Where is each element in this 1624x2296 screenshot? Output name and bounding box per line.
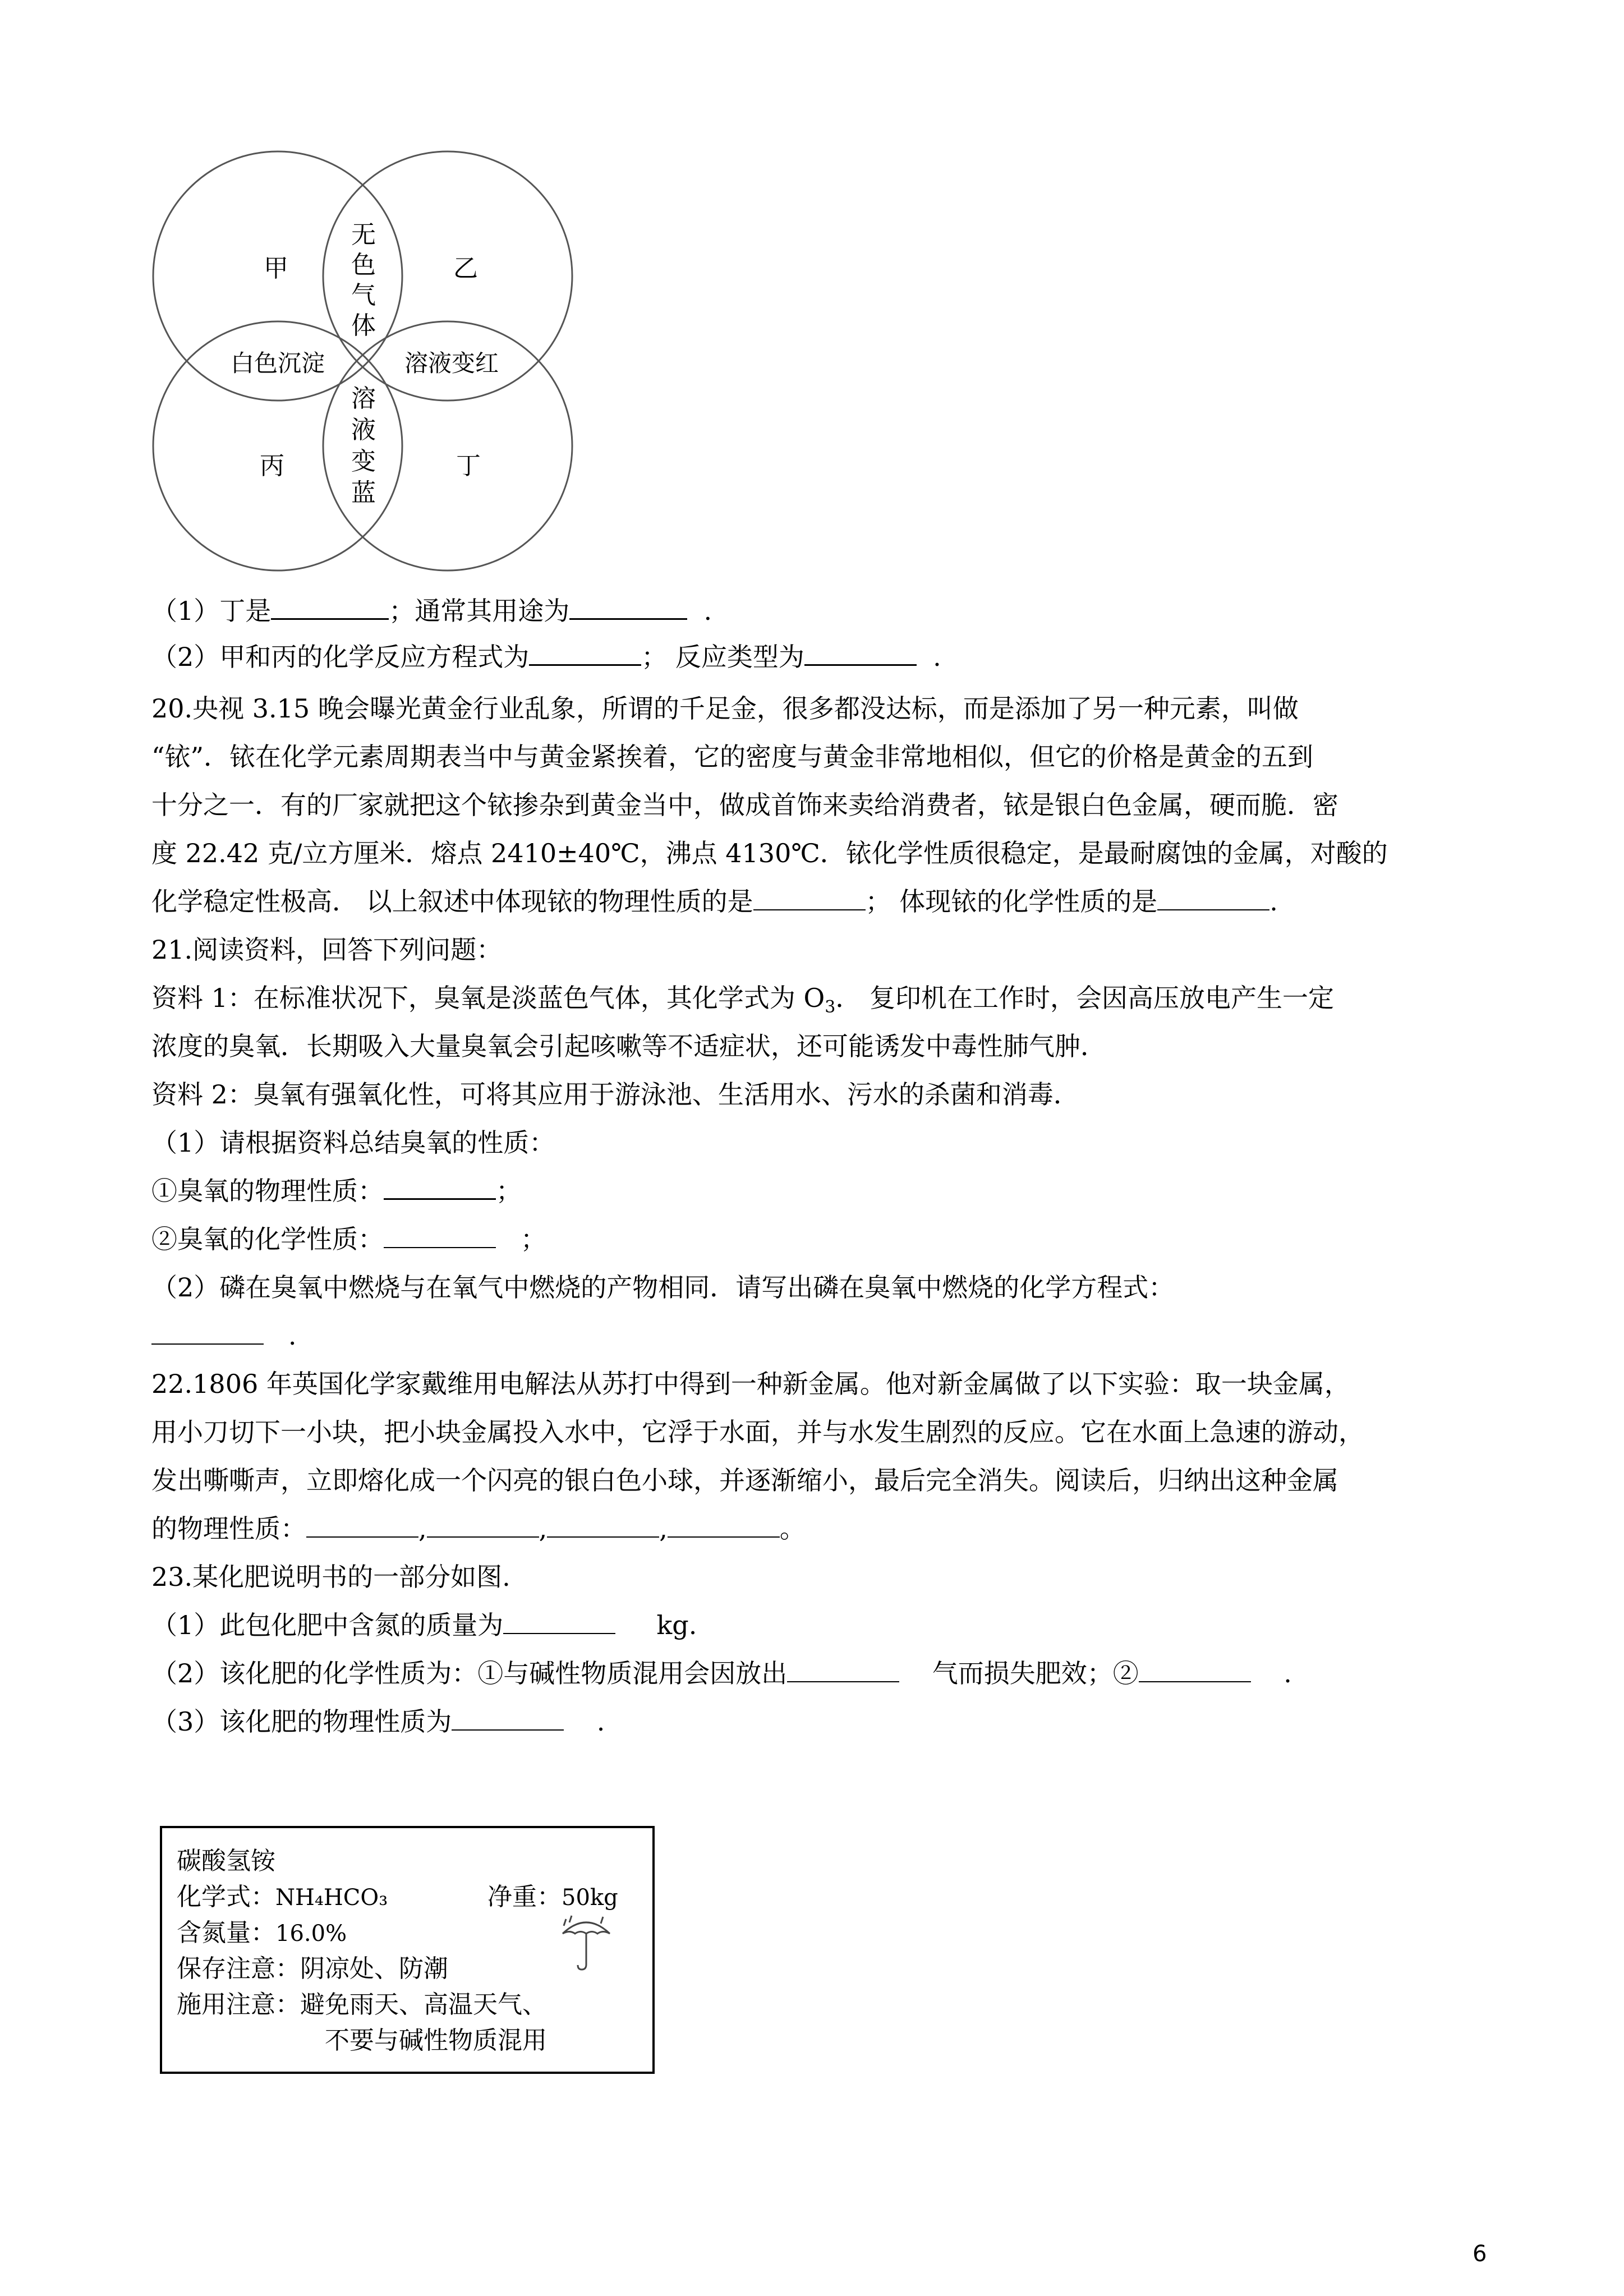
label-bottom-overlap-1: 溶 xyxy=(351,384,376,413)
label-bottom-overlap-3: 变 xyxy=(351,447,376,476)
q21-line-2: 资料 1：在标准状况下，臭氧是淡蓝色气体，其化学式为 $O_3$． 复印机在工作时，会因高压放电产生一定 xyxy=(151,983,1334,1018)
label-top-overlap-3: 气 xyxy=(351,281,376,310)
answer-blank[interactable] xyxy=(804,642,917,666)
label-left-overlap: 白色沉淀 xyxy=(230,349,325,377)
label-ding: 丁 xyxy=(456,452,481,480)
answer-blank[interactable] xyxy=(452,1707,564,1731)
answer-blank[interactable] xyxy=(384,1176,496,1200)
label-storage: 保存注意：阴凉处、防潮 xyxy=(177,1954,448,1983)
q20-line-5: 化学稳定性极高． 以上叙述中体现铱的物理性质的是 ； 体现铱的化学性质的是 . xyxy=(151,886,1278,917)
label-bottom-overlap-4: 蓝 xyxy=(351,478,376,507)
label-title: 碳酸氢铵 xyxy=(177,1847,275,1875)
label-bing: 丙 xyxy=(260,452,284,480)
answer-blank[interactable] xyxy=(384,1225,496,1248)
label-right-overlap: 溶液变红 xyxy=(404,349,499,377)
answer-blank[interactable] xyxy=(547,1514,659,1538)
label-top-overlap-2: 色 xyxy=(351,251,376,279)
q21-line-4: 资料 2：臭氧有强氧化性，可将其应用于游泳池、生活用水、污水的杀菌和消毒． xyxy=(151,1079,1079,1110)
label-weight: 净重：50kg xyxy=(487,1883,618,1911)
fertilizer-label xyxy=(160,1826,655,2074)
answer-blank[interactable] xyxy=(427,1514,539,1538)
q21-line-1: 21.阅读资料，回答下列问题： xyxy=(151,935,503,965)
answer-blank[interactable] xyxy=(569,596,687,620)
q21-line-3: 浓度的臭氧．长期吸入大量臭氧会引起咳嗽等不适症状，还可能诱发中毒性肺气肿． xyxy=(151,1031,1106,1061)
q23-part3: （3）该化肥的物理性质为 . xyxy=(151,1706,605,1737)
label-formula: 化学式：NH₄HCO₃ xyxy=(177,1883,388,1911)
q22-line-4: 的物理性质： , , , 。 xyxy=(151,1513,806,1544)
answer-blank[interactable] xyxy=(1157,887,1269,910)
q22-line-3: 发出嘶嘶声，立即熔化成一个闪亮的银白色小球，并逐渐缩小，最后完全消失。阅读后，归纳出这种金属 xyxy=(151,1465,1338,1496)
answer-blank[interactable] xyxy=(503,1611,615,1634)
label-usage-2: 不要与碱性物质混用 xyxy=(325,2026,547,2055)
answer-blank[interactable] xyxy=(787,1659,899,1682)
q20-line-4: 度 22.42 克/立方厘米．熔点 2410±40℃，沸点 4130℃．铱化学性质很稳定，是最耐腐蚀的金属，对酸的 xyxy=(151,838,1388,868)
answer-blank[interactable] xyxy=(668,1514,780,1538)
answer-blank[interactable] xyxy=(271,596,389,620)
q23-line-1: 23.某化肥说明书的一部分如图. xyxy=(151,1562,510,1592)
answer-blank[interactable] xyxy=(306,1514,418,1538)
label-top-overlap-1: 无 xyxy=(351,220,376,249)
q21-line-5: （1）请根据资料总结臭氧的性质： xyxy=(151,1128,555,1158)
label-bottom-overlap-2: 液 xyxy=(351,416,376,444)
answer-blank[interactable] xyxy=(529,642,641,666)
q19-part1: （1）丁是 ；通常其用途为 . xyxy=(151,596,712,626)
label-jia: 甲 xyxy=(264,254,288,283)
q20-line-1: 20.央视 3.15 晚会曝光黄金行业乱象，所谓的千足金，很多都没达标，而是添加了另一种元素，叫做 xyxy=(151,693,1299,724)
q19-part2: （2）甲和丙的化学反应方程式为 ； 反应类型为 . xyxy=(151,642,941,672)
q23-part1: （1）此包化肥中含氮的质量为 kg. xyxy=(151,1610,697,1640)
label-usage-1: 施用注意：避免雨天、高温天气、 xyxy=(177,1990,547,2019)
page-number: 6 xyxy=(1473,2241,1487,2267)
label-yi: 乙 xyxy=(453,254,478,283)
answer-blank[interactable] xyxy=(753,887,866,910)
answer-blank[interactable] xyxy=(1139,1659,1251,1682)
q21-line-9: . xyxy=(151,1318,297,1353)
q20-line-3: 十分之一．有的厂家就把这个铱掺杂到黄金当中，做成首饰来卖给消费者，铱是银白色金属，硬而脆．密 xyxy=(151,790,1338,820)
q22-line-2: 用小刀切下一小块，把小块金属投入水中，它浮于水面，并与水发生剧烈的反应。它在水面上急速的游动， xyxy=(151,1417,1364,1447)
q22-line-1: 22.1806 年英国化学家戴维用电解法从苏打中得到一种新金属。他对新金属做了以下实验：取一块金属， xyxy=(151,1369,1350,1399)
label-top-overlap-4: 体 xyxy=(351,311,376,340)
umbrella-icon xyxy=(558,1911,614,1973)
q20-line-2: “铱”．铱在化学元素周期表当中与黄金紧挨着，它的密度与黄金非常地相似，但它的价格是黄金的五到 xyxy=(151,742,1314,772)
q21-line-6: ①臭氧的物理性质： ； xyxy=(151,1176,522,1206)
answer-blank[interactable] xyxy=(151,1321,264,1345)
label-nitrogen: 含氮量：16.0% xyxy=(177,1918,347,1947)
q23-part2: （2）该化肥的化学性质为：①与碱性物质混用会因放出 气而损失肥效；② . xyxy=(151,1658,1292,1688)
q21-line-7: ②臭氧的化学性质： ； xyxy=(151,1224,546,1254)
venn-diagram xyxy=(151,143,600,592)
q21-line-8: （2）磷在臭氧中燃烧与在氧气中燃烧的产物相同．请写出磷在臭氧中燃烧的化学方程式： xyxy=(151,1272,1175,1303)
